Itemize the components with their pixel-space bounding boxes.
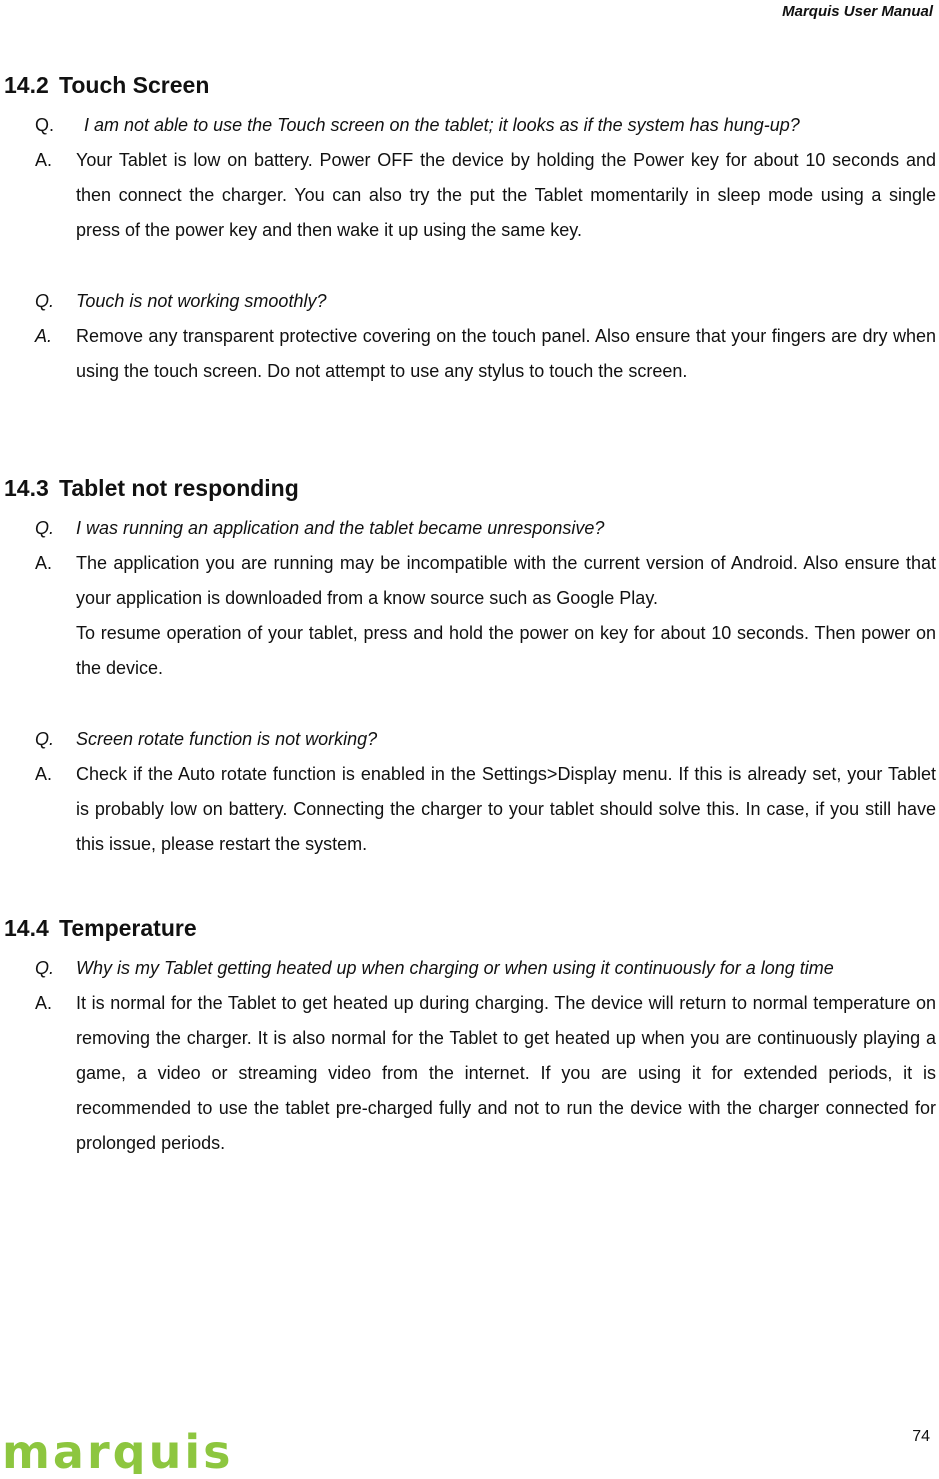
- answer-text: Check if the Auto rotate function is enabled in the Settings>Display menu. If this is already set, your Tablet is probably low on battery. Connecting the charger to your tablet should solve this. In case, if you still have this issue, please restart the system.: [76, 764, 936, 854]
- logo-wordmark: marquis: [2, 1432, 234, 1474]
- section-heading: [4, 72, 936, 99]
- question-text: I was running an application and the tablet became unresponsive?: [76, 518, 605, 538]
- question: [4, 284, 936, 319]
- section-number: 14.3: [4, 475, 49, 501]
- section-title: Temperature: [59, 915, 197, 941]
- question: [4, 108, 936, 143]
- question-text: Screen rotate function is not working?: [76, 729, 378, 749]
- question-text: Touch is not working smoothly?: [76, 291, 327, 311]
- answer-text: Remove any transparent protective covering on the touch panel. Also ensure that your fingers are dry when using the touch screen. Do not attempt to use any stylus to touch the screen.: [76, 326, 936, 381]
- section-heading: [4, 475, 936, 502]
- answer-label: A.: [35, 764, 53, 784]
- page-number: 74: [912, 1428, 930, 1445]
- answer-text: It is normal for the Tablet to get heated up during charging. The device will return to normal temperature on removing the charger. It is also normal for the Tablet to get heated up when you are continuously playing a game, a video or streaming video from the internet. If you are using it for extended periods, it is recommended to use the tablet pre-charged fully and not to run the device with the charger connected for prolonged periods.: [76, 993, 936, 1153]
- answer-label: A.: [35, 150, 53, 170]
- section-title: Tablet not responding: [59, 475, 299, 501]
- answer: [4, 143, 936, 248]
- answer: [4, 319, 936, 389]
- answer-text: Your Tablet is low on battery. Power OFF the device by holding the Power key for about 10 seconds and then connect the charger. You can also try the put the Tablet momentarily in sleep mode using a single press of the power key and then wake it up using the same key.: [76, 150, 936, 240]
- answer: [4, 986, 936, 1161]
- question-label: Q.: [35, 729, 55, 749]
- section-number: 14.2: [4, 72, 49, 98]
- question-label: Q.: [35, 291, 55, 311]
- question-text: I am not able to use the Touch screen on the tablet; it looks as if the system has hung-up?: [84, 115, 800, 135]
- answer-label: A.: [35, 993, 53, 1013]
- question: [4, 951, 936, 986]
- marquis-logo: [0, 1432, 270, 1479]
- question: [4, 511, 936, 546]
- answer-text-continued: To resume operation of your tablet, press and hold the power on key for about 10 seconds. Then power on the device.: [76, 623, 936, 678]
- question-label: Q.: [35, 518, 55, 538]
- answer-label: A.: [35, 553, 53, 573]
- answer-label: A.: [35, 326, 53, 346]
- section-temperature: [4, 915, 936, 1161]
- section-heading: [4, 915, 936, 942]
- section-tablet-not-responding: [4, 475, 936, 862]
- section-title: Touch Screen: [59, 72, 210, 98]
- marquis-logo-mark: [0, 1432, 270, 1474]
- question: [4, 722, 936, 757]
- question-text: Why is my Tablet getting heated up when charging or when using it continuously for a long time: [76, 958, 834, 978]
- answer: [4, 757, 936, 862]
- page-header-title: Marquis User Manual: [782, 3, 933, 20]
- question-label: Q.: [35, 958, 55, 978]
- question-label: Q.: [35, 115, 55, 135]
- answer: [4, 546, 936, 686]
- section-number: 14.4: [4, 915, 49, 941]
- answer-text: The application you are running may be incompatible with the current version of Android. Also ensure that your application is downloaded from a know source such as Google Play.: [76, 553, 936, 608]
- section-touch-screen: [4, 72, 936, 389]
